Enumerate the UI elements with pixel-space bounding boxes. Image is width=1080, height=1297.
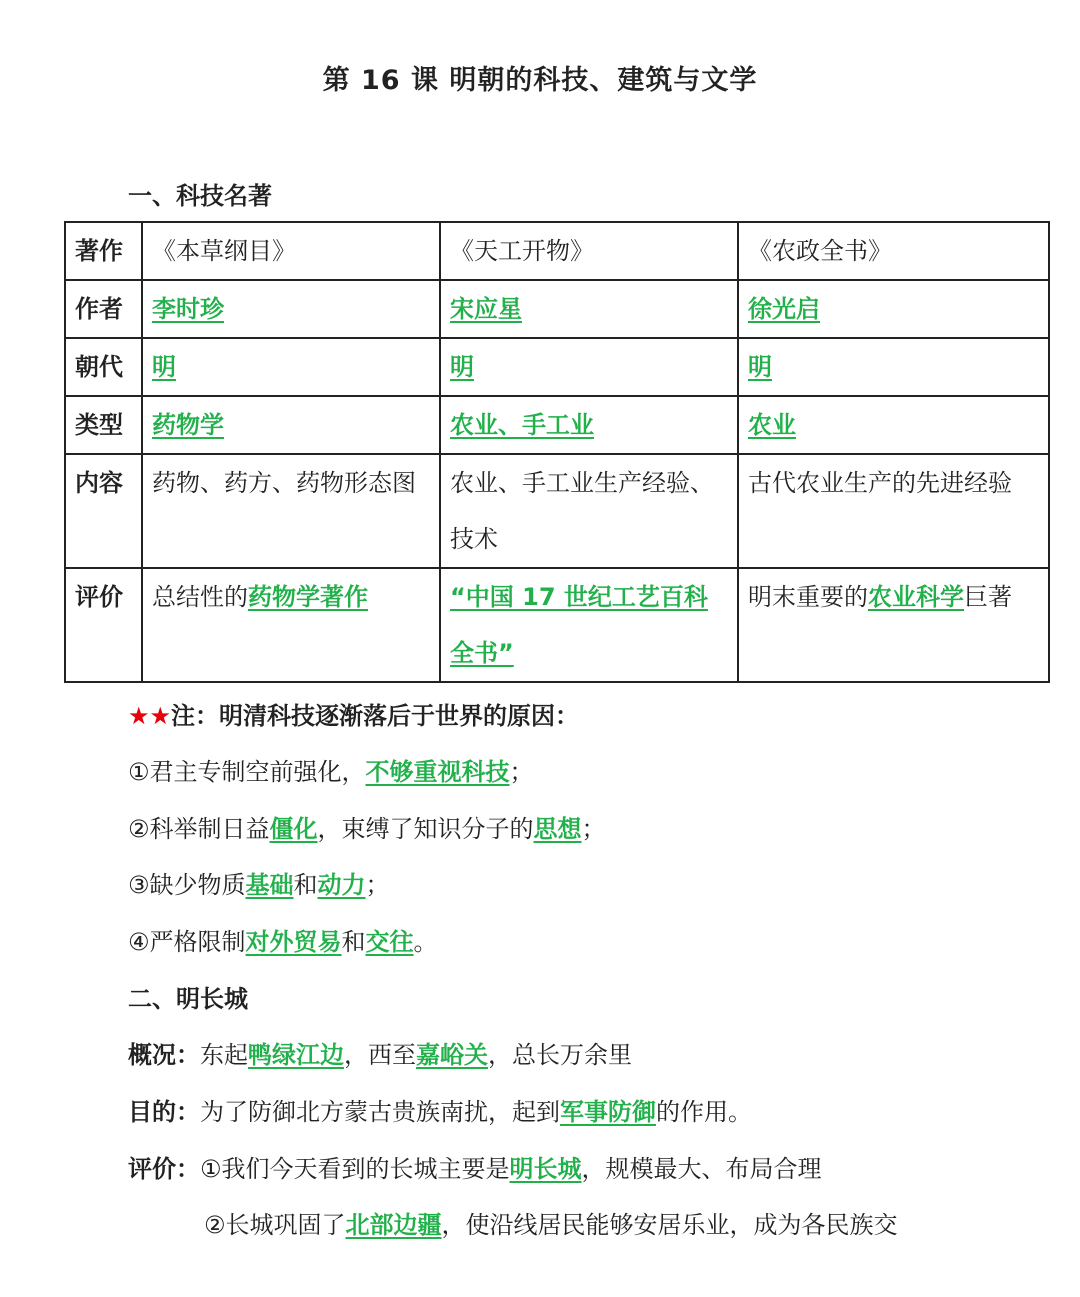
row-label-title: 著作 (65, 222, 142, 280)
evaluation-keyword: 农业科学 (868, 583, 964, 611)
note-item-1 (128, 752, 534, 787)
great-wall-purpose (128, 1092, 752, 1127)
great-wall-evaluation-1 (128, 1149, 822, 1184)
note-text: ； (509, 758, 534, 786)
book-title: 《天工开物》 (440, 222, 738, 280)
table-row-evaluation (65, 568, 1049, 682)
table-row-content (65, 454, 1049, 568)
book-evaluation (738, 568, 1049, 682)
note-keyword: 对外贸易 (245, 928, 342, 956)
evaluation-keyword: 药物学著作 (248, 583, 368, 611)
note-text: ①君主专制空前强化， (128, 758, 366, 786)
note-text: ，束缚了知识分子的 (317, 815, 534, 843)
book-evaluation (440, 568, 738, 682)
book-dynasty: 明 (748, 353, 772, 381)
purpose-keyword: 军事防御 (560, 1098, 656, 1126)
note-text: ④严格限制 (128, 928, 246, 956)
note-heading-text: 注：明清科技逐渐落后于世界的原因： (171, 702, 580, 730)
note-item-3 (128, 865, 390, 900)
evaluation-label: 评价： (128, 1155, 200, 1183)
overview-keyword: 嘉峪关 (416, 1041, 488, 1069)
book-dynasty: 明 (152, 353, 176, 381)
book-title: 《农政全书》 (738, 222, 1049, 280)
row-label-evaluation: 评价 (65, 568, 142, 682)
note-keyword: 思想 (533, 815, 582, 843)
note-keyword: 基础 (245, 871, 294, 899)
purpose-text: 为了防御北方蒙古贵族南扰，起到 (200, 1098, 560, 1126)
note-text: ； (365, 871, 390, 899)
evaluation-text: 巨著 (964, 583, 1012, 611)
book-content: 古代农业生产的先进经验 (738, 454, 1049, 568)
section-heading-great-wall: 二、明长城 (128, 985, 248, 1013)
note-heading (128, 696, 579, 731)
evaluation-keyword: 北部边疆 (345, 1211, 442, 1239)
note-text: ； (581, 815, 606, 843)
note-text: ②科举制日益 (128, 815, 270, 843)
book-type: 药物学 (152, 411, 224, 439)
note-text: 和 (341, 928, 366, 956)
book-author: 宋应星 (450, 295, 522, 323)
book-dynasty: 明 (450, 353, 474, 381)
book-evaluation (142, 568, 440, 682)
row-label-dynasty: 朝代 (65, 338, 142, 396)
evaluation-text: ①我们今天看到的长城主要是 (200, 1155, 510, 1183)
note-keyword: 动力 (317, 871, 366, 899)
page-title: 第 16 课 明朝的科技、建筑与文学 (322, 65, 758, 96)
great-wall-overview (128, 1035, 632, 1070)
overview-text: ，总长万余里 (488, 1041, 632, 1069)
book-content: 农业、手工业生产经验、技术 (440, 454, 738, 568)
tech-books-table (64, 221, 1050, 683)
evaluation-keyword: “中国 17 世纪工艺百科全书” (450, 583, 708, 667)
note-item-4 (128, 922, 438, 957)
book-author: 李时珍 (152, 295, 224, 323)
overview-text: ，西至 (344, 1041, 416, 1069)
evaluation-text: ，规模最大、布局合理 (581, 1155, 822, 1183)
overview-text: 东起 (200, 1041, 248, 1069)
overview-keyword: 鸭绿江边 (248, 1041, 344, 1069)
row-label-author: 作者 (65, 280, 142, 338)
section-heading-tech-books: 一、科技名著 (128, 182, 272, 210)
book-title: 《本草纲目》 (142, 222, 440, 280)
table-row-type (65, 396, 1049, 454)
table-row-title (65, 222, 1049, 280)
evaluation-text: ，使沿线居民能够安居乐业，成为各民族交 (441, 1211, 898, 1239)
table-row-author (65, 280, 1049, 338)
note-keyword: 不够重视科技 (365, 758, 510, 786)
evaluation-text: 总结性的 (152, 583, 248, 611)
evaluation-text: 明末重要的 (748, 583, 868, 611)
note-text: 。 (413, 928, 438, 956)
note-keyword: 僵化 (269, 815, 318, 843)
star-icon: ★★ (128, 702, 172, 730)
note-item-2 (128, 809, 606, 844)
note-text: 和 (293, 871, 318, 899)
row-label-content: 内容 (65, 454, 142, 568)
purpose-text: 的作用。 (656, 1098, 752, 1126)
book-type: 农业 (748, 411, 796, 439)
book-content: 药物、药方、药物形态图 (142, 454, 440, 568)
row-label-type: 类型 (65, 396, 142, 454)
great-wall-evaluation-2 (204, 1205, 898, 1240)
table-row-dynasty (65, 338, 1049, 396)
evaluation-text: ②长城巩固了 (204, 1211, 346, 1239)
note-keyword: 交往 (365, 928, 414, 956)
book-author: 徐光启 (748, 295, 820, 323)
purpose-label: 目的： (128, 1098, 200, 1126)
evaluation-keyword: 明长城 (509, 1155, 582, 1183)
overview-label: 概况： (128, 1041, 200, 1069)
note-text: ③缺少物质 (128, 871, 246, 899)
book-type: 农业、手工业 (450, 411, 594, 439)
